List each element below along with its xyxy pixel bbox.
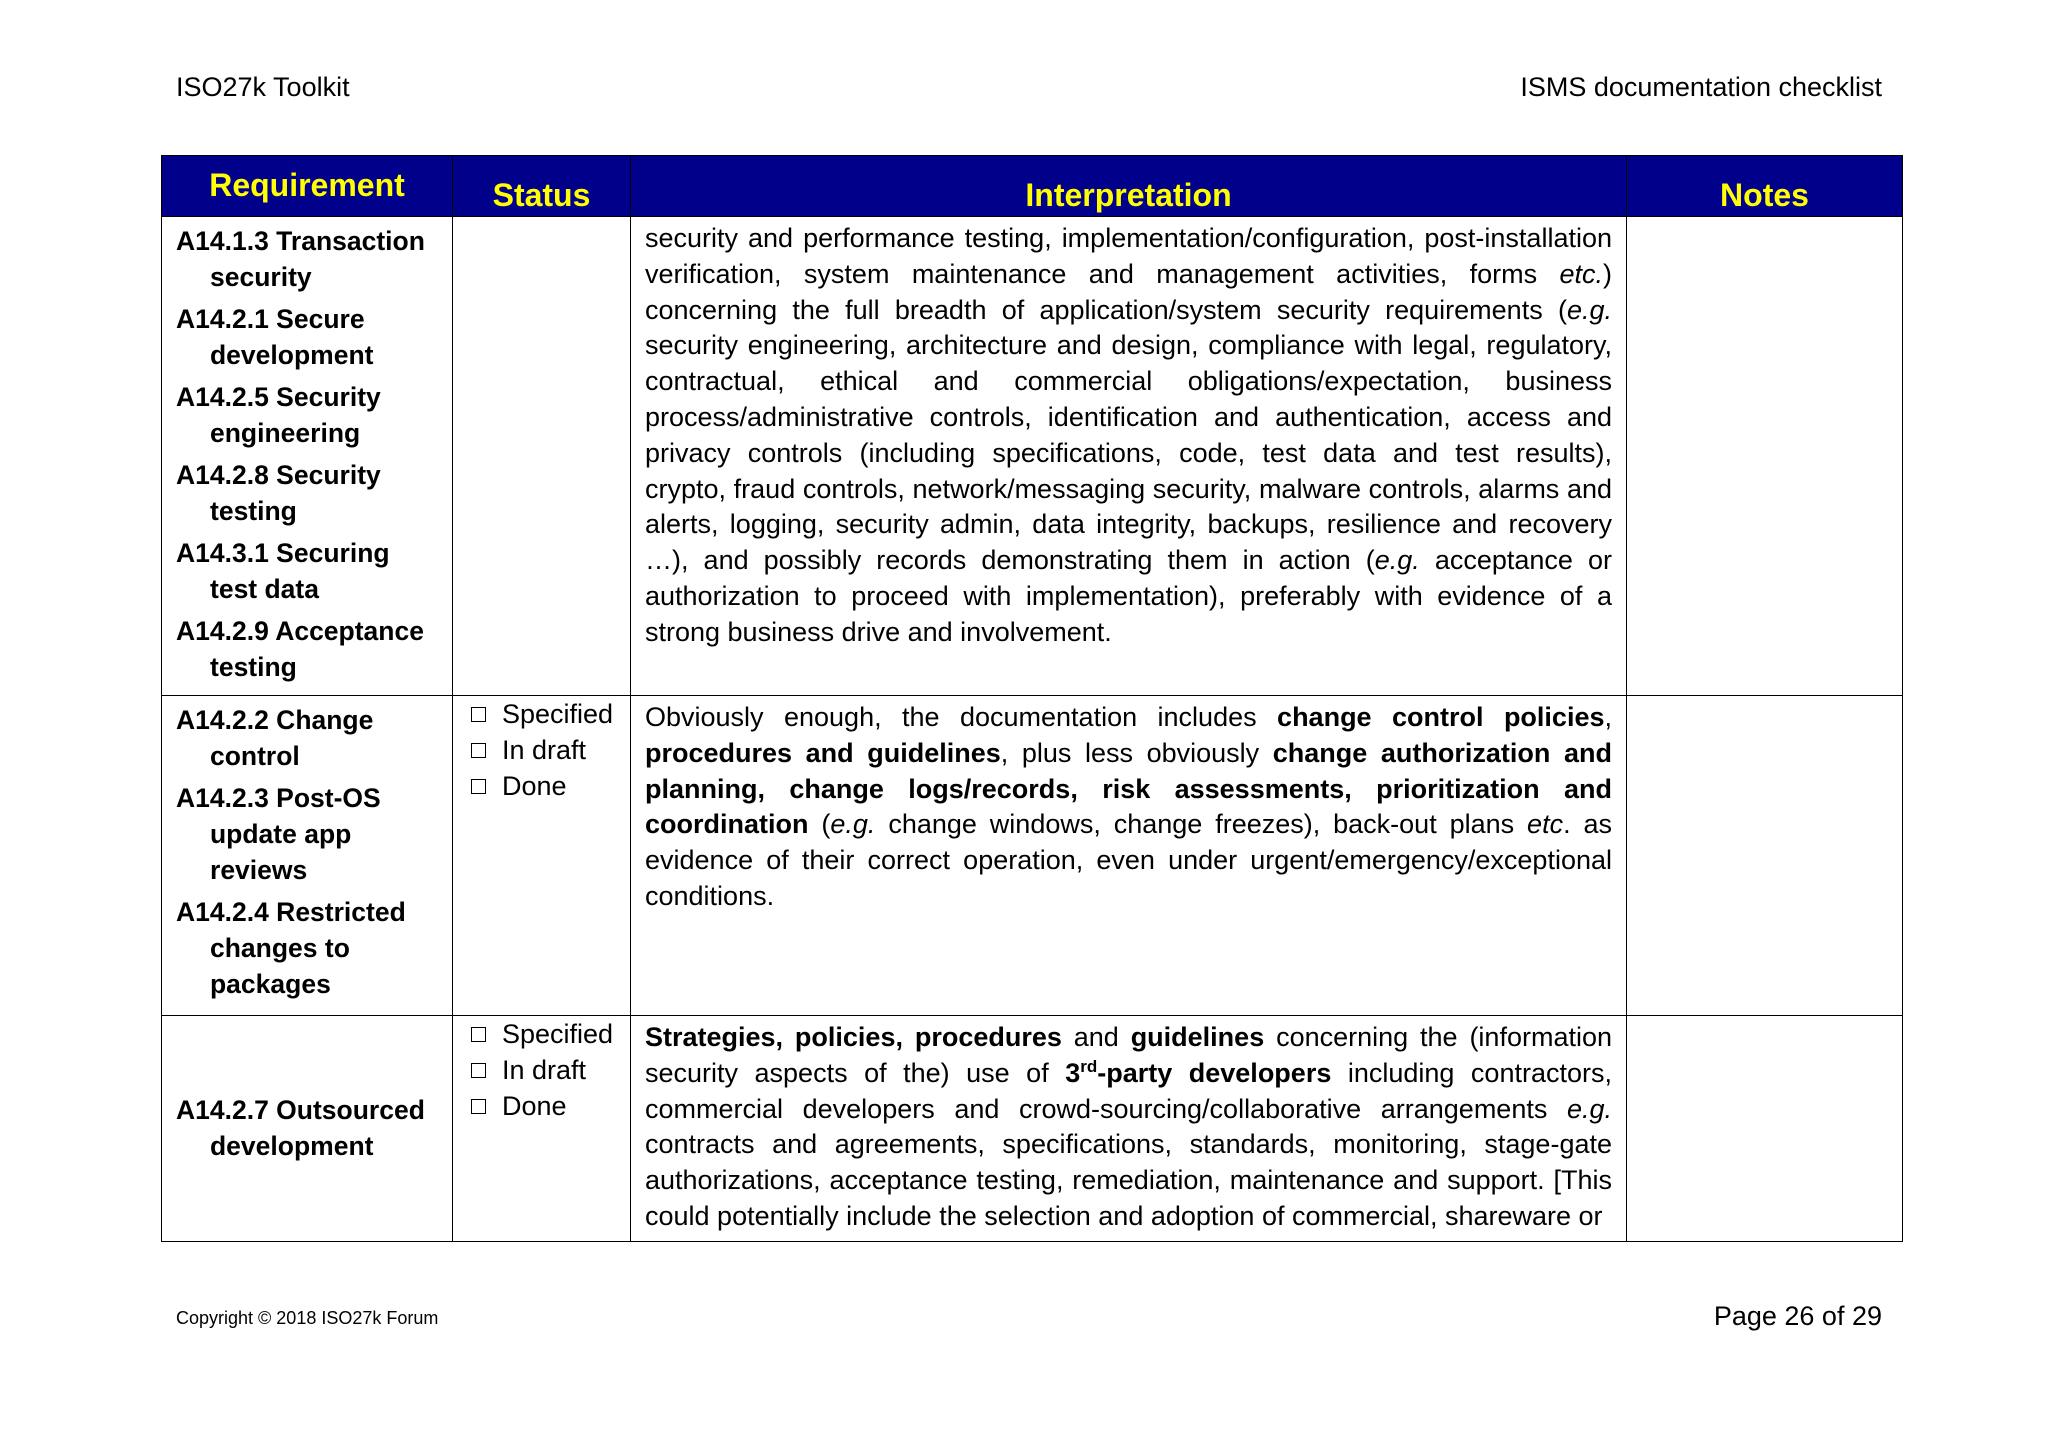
table-header-row <box>162 156 1903 217</box>
status-option-done[interactable]: Done <box>471 1088 630 1124</box>
footer-copyright: Copyright © 2018 ISO27k Forum <box>176 1308 439 1328</box>
interpretation-cell: security and performance testing, implementation/configuration, post-installation verification, system maintenance and management activities, forms etc.) concerning the full breadth of application/system security requirements (e.g. security engineering, architecture and design, compliance with legal, regulatory, contractual, ethical and commercial obligations/expectation, business process/administrative controls, identification and authentication, access and privacy controls (including specifications, code, test data and test results), crypto, fraud controls, network/messaging security, malware controls, alarms and alerts, logging, security admin, data integrity, backups, resilience and recovery …), and possibly records demonstrating them in action (e.g. acceptance or authorization to proceed with implementation), preferably with evidence of a strong business drive and involvement. <box>631 217 1627 696</box>
status-cell <box>453 696 631 1016</box>
requirement-item: A14.3.1 Securing test data <box>176 538 390 604</box>
requirement-cell <box>162 217 453 696</box>
requirement-item: A14.2.5 Security engineering <box>176 382 381 448</box>
status-option-specified[interactable]: Specified <box>471 1016 630 1052</box>
interpretation-cell: Strategies, policies, procedures and guidelines concerning the (information security aspects of the) use of 3rd-party developers including contractors, commercial developers and crowd-sourcing/collaborative arrangements e.g. contracts and agreements, specifications, standards, monitoring, stage-gate authorizations, acceptance testing, remediation, maintenance and support. [This could potentially include the selection and adoption of commercial, shareware or <box>631 1016 1627 1242</box>
header-toolkit-title: ISO27k Toolkit <box>176 72 350 102</box>
checkbox-icon[interactable] <box>471 779 486 794</box>
status-option-in-draft[interactable]: In draft <box>471 732 630 768</box>
requirement-item: A14.2.8 Security testing <box>176 460 381 526</box>
requirement-cell <box>162 696 453 1016</box>
header-document-title: ISMS documentation checklist <box>1520 72 1882 102</box>
requirement-item: A14.2.1 Secure development <box>176 304 374 370</box>
requirement-item: A14.1.3 Transaction security <box>176 226 425 292</box>
requirement-item: A14.2.2 Change control <box>176 705 374 771</box>
checkbox-icon[interactable] <box>471 1063 486 1078</box>
status-cell <box>453 217 631 696</box>
status-option-specified[interactable]: Specified <box>471 696 630 732</box>
requirement-item: A14.2.4 Restricted changes to packages <box>176 897 406 999</box>
notes-cell[interactable] <box>1627 1016 1903 1242</box>
requirement-item: A14.2.9 Acceptance testing <box>176 616 424 682</box>
requirement-item: A14.2.7 Outsourced development <box>176 1095 425 1162</box>
checkbox-icon[interactable] <box>471 1027 486 1042</box>
checkbox-icon[interactable] <box>471 743 486 758</box>
notes-cell[interactable] <box>1627 217 1903 696</box>
table-row <box>162 217 1903 696</box>
column-header-status: Status <box>453 156 631 217</box>
table-row <box>162 1016 1903 1242</box>
status-cell <box>453 1016 631 1242</box>
checkbox-icon[interactable] <box>471 1099 486 1114</box>
requirement-cell <box>162 1016 453 1242</box>
column-header-notes: Notes <box>1627 156 1903 217</box>
status-option-in-draft[interactable]: In draft <box>471 1052 630 1088</box>
column-header-interpretation: Interpretation <box>631 156 1627 217</box>
checklist-table <box>161 155 1903 1242</box>
footer-page-number: Page 26 of 29 <box>1713 1301 1882 1331</box>
requirement-item: A14.2.3 Post-OS update app reviews <box>176 783 381 885</box>
checkbox-icon[interactable] <box>471 707 486 722</box>
notes-cell[interactable] <box>1627 696 1903 1016</box>
table-row <box>162 696 1903 1016</box>
status-option-done[interactable]: Done <box>471 768 630 804</box>
interpretation-cell: Obviously enough, the documentation includes change control policies, procedures and guidelines, plus less obviously change authorization and planning, change logs/records, risk assessments, prioritization and coordination (e.g. change windows, change freezes), back-out plans etc. as evidence of their correct operation, even under urgent/emergency/exceptional conditions. <box>631 696 1627 1016</box>
column-header-requirement: Requirement <box>162 156 453 217</box>
